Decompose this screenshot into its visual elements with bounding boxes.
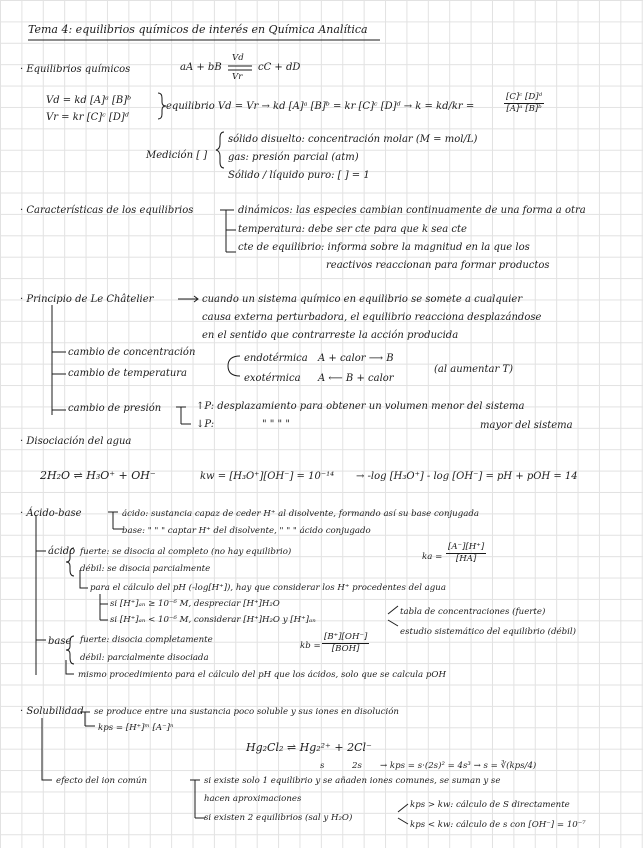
kps-expression: kps = [H⁺]ᵐ [A⁻]ⁿ	[98, 723, 174, 733]
condition-1: si [H⁺]ₐₙ ≥ 10⁻⁶ M, despreciar [H⁺]H₂O	[110, 599, 280, 609]
mercury-chloride-equation: Hg₂Cl₂ ⇌ Hg₂²⁺ + 2Cl⁻	[246, 741, 372, 754]
chatelier-tree	[52, 305, 66, 415]
endo-equation: A + calor ⟶ B	[318, 353, 394, 364]
k-denominator: [A]ᵃ [B]ᵇ	[506, 104, 542, 114]
base-definition: base: " " " captar H⁺ del disolvente, " " " ácido conjugado	[122, 526, 371, 536]
kb-denominator: [BOH]	[331, 644, 360, 654]
arrow-label-bottom: Vr	[232, 72, 243, 82]
kb-fraction	[322, 632, 369, 655]
presion-disminuye-end: mayor del sistema	[480, 420, 573, 431]
section-heading-acido-base: · Ácido-base	[20, 508, 82, 519]
section-heading-solubilidad: · Solubilidad	[20, 706, 84, 717]
presion-disminuye: ↓P:	[196, 419, 215, 430]
k-fraction	[504, 92, 544, 115]
presion-aumenta: ↑P: desplazamiento para obtener un volumen menor del sistema	[196, 401, 525, 412]
kps-calculation: → kps = s·(2s)² = 4s³ → s = ∛(kps/4)	[380, 761, 537, 771]
reaction-left: aA + bB	[180, 62, 222, 73]
arrow-label-top: Vd	[232, 53, 244, 63]
section-heading-caracteristicas: · Características de los equilibrios	[20, 205, 194, 216]
ph-poh-expression: → -log [H₃O⁺] - log [OH⁻] = pH + pOH = 14	[356, 471, 578, 482]
efecto-1-cont: hacen aproximaciones	[204, 794, 302, 804]
mismo-procedimiento: mismo procedimiento para el cálculo del pH que los ácidos, solo que se calcula pOH	[78, 670, 446, 680]
kw-expression: kw = [H₃O⁺][OH⁻] = 10⁻¹⁴	[200, 471, 335, 482]
al-aumentar-t: (al aumentar T)	[434, 364, 513, 375]
chatelier-line-2: causa externa perturbadora, el equilibrio reacciona desplazándose	[202, 312, 542, 323]
chatelier-line-1: cuando un sistema químico en equilibrio se somete a cualquier	[202, 294, 523, 305]
k-numerator: [C]ᶜ [D]ᵈ	[506, 92, 543, 102]
vr-expression: Vr = kr [C]ᶜ [D]ᵈ	[46, 112, 129, 123]
exotermica: exotérmica	[244, 373, 301, 384]
acido-label: ácido	[48, 546, 76, 557]
efecto-2: si existen 2 equilibrios (sal y H₂O)	[204, 813, 353, 823]
ph-calculation: para el cálculo del pH (-log[H⁺]), hay que considerar los H⁺ procedentes del agua	[90, 583, 446, 593]
water-dissociation: 2H₂O ⇌ H₃O⁺ + OH⁻	[40, 469, 156, 482]
ka-numerator: [A⁻][H⁺]	[448, 542, 485, 552]
section-heading-equilibrios: · Equilibrios químicos	[20, 64, 131, 75]
exo-equation: A ⟵ B + calor	[318, 373, 394, 384]
tabla-concentraciones: tabla de concentraciones (fuerte)	[400, 607, 546, 617]
ka-fraction	[446, 542, 486, 565]
medicion-item-2: gas: presión parcial (atm)	[228, 152, 359, 163]
two-s-label: 2s	[352, 761, 362, 771]
kb-label: kb =	[300, 641, 321, 651]
acido-debil: débil: se disocia parcialmente	[80, 564, 211, 574]
reaction-right: cC + dD	[258, 62, 301, 73]
cambio-concentracion: cambio de concentración	[68, 347, 196, 358]
chatelier-line-3: en el sentido que contrarreste la acción producida	[202, 330, 459, 341]
medicion-item-1: sólido disuelto: concentración molar (M = mol/L)	[228, 134, 478, 145]
caracteristica-3-cont: reactivos reaccionan para formar productos	[326, 260, 550, 271]
solubilidad-definition: se produce entre una sustancia poco soluble y sus iones en disolución	[94, 707, 399, 717]
ditto-marks: " " " "	[262, 419, 290, 430]
ka-label: ka =	[422, 552, 443, 562]
ka-denominator: [HA]	[455, 554, 477, 564]
caracteristica-1: dinámicos: las especies cambian continuamente de una forma a otra	[238, 205, 586, 216]
medicion-brace	[216, 132, 224, 168]
equilibrium-condition: equilibrio Vd = Vr → kd [A]ᵃ [B]ᵇ = kr [C]ᶜ [D]ᵈ → k = kd/kr =	[166, 101, 475, 112]
efecto-1: si existe solo 1 equilibrio y se añaden iones comunes, se suman y se	[204, 776, 501, 786]
caracteristica-2: temperatura: debe ser cte para que k sea cte	[238, 224, 467, 235]
base-fuerte: fuerte: disocia completamente	[80, 635, 213, 645]
cambio-temperatura: cambio de temperatura	[68, 368, 188, 379]
caracteristicas-tree	[220, 210, 236, 252]
acido-fuerte: fuerte: se disocia al completo (no hay equilibrio)	[80, 547, 292, 557]
medicion-label: Medición [ ]	[146, 150, 208, 161]
endotermica: endotérmica	[244, 353, 308, 364]
efecto-ion-comun: efecto del ion común	[56, 776, 147, 786]
brace	[158, 93, 166, 119]
acido-definition: ácido: sustancia capaz de ceder H⁺ al disolvente, formando así su base conjugada	[122, 509, 479, 519]
cambio-presion: cambio de presión	[68, 403, 162, 414]
page-title: Tema 4: equilibrios químicos de interés en Química Analítica	[28, 23, 368, 36]
caracteristica-3: cte de equilibrio: informa sobre la magnitud en la que los	[238, 242, 530, 253]
kps-greater-kw: kps > kw: cálculo de S directamente	[410, 800, 570, 810]
estudio-sistematico: estudio sistemático del equilibrio (débil)	[400, 627, 576, 637]
kb-numerator: [B⁺][OH⁻]	[324, 632, 368, 642]
vd-expression: Vd = kd [A]ᵃ [B]ᵇ	[46, 95, 132, 106]
section-heading-disociacion: · Disociación del agua	[20, 436, 132, 447]
base-label: base	[48, 636, 72, 647]
condition-2: si [H⁺]ₐₙ < 10⁻⁶ M, considerar [H⁺]H₂O y [H⁺]ₐₙ	[110, 615, 316, 625]
medicion-item-3: Sólido / líquido puro: [ ] = 1	[228, 170, 370, 181]
kps-less-kw: kps < kw: cálculo de s con [OH⁻] = 10⁻⁷	[410, 820, 586, 830]
base-debil: débil: parcialmente disociada	[80, 653, 209, 663]
section-heading-chatelier: · Principio de Le Châtelier	[20, 294, 154, 305]
s-label: s	[320, 761, 325, 771]
